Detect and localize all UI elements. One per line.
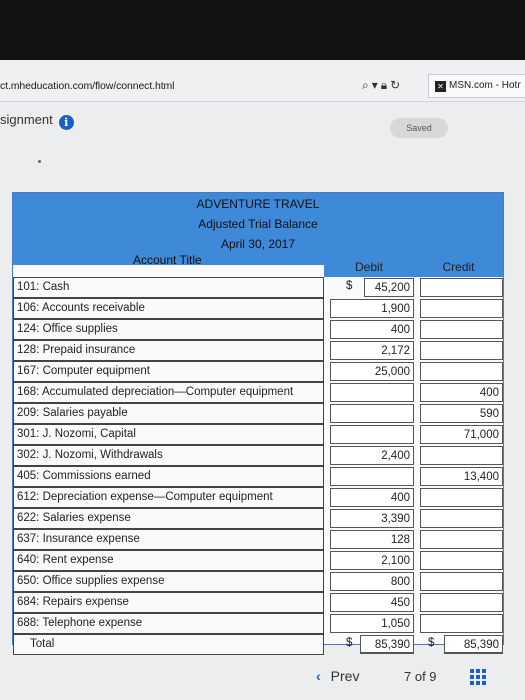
debit-cell [324,382,414,403]
saved-status-badge: Saved [390,118,448,138]
page-indicator: 7 of 9 [404,669,437,684]
lock-icon: 🔒︎ [380,78,388,92]
currency-sign: $ [428,637,435,649]
table-row [13,340,503,361]
debit-input[interactable]: 3,390 [330,509,414,528]
debit-cell [324,466,414,487]
debit-input[interactable]: 1,050 [330,614,414,633]
account-cell[interactable]: 688: Telephone expense [13,613,324,634]
bullet-dot [38,160,41,163]
account-cell[interactable]: 167: Computer equipment [13,361,324,382]
currency-sign: $ [346,637,353,649]
credit-cell [414,445,503,466]
browser-tab-msn[interactable] [428,74,525,98]
debit-input[interactable]: 25,000 [330,362,414,381]
account-cell[interactable]: 209: Salaries payable [13,403,324,424]
pagination [300,662,500,692]
table-row [13,571,503,592]
debit-cell [324,319,414,340]
table-row [13,592,503,613]
debit-cell [324,361,414,382]
debit-cell [324,277,414,298]
account-cell[interactable]: 405: Commissions earned [13,466,324,487]
credit-cell [414,613,503,634]
table-row [13,424,503,445]
table-row [13,403,503,424]
credit-input[interactable]: 400 [420,383,503,402]
credit-cell [414,466,503,487]
msn-icon: ✕ [435,81,446,92]
grid-menu-icon[interactable] [470,669,486,685]
assignment-label: signment [0,112,53,127]
account-cell[interactable]: 301: J. Nozomi, Capital [13,424,324,445]
credit-input[interactable] [420,572,503,591]
table-row [13,277,503,298]
credit-input[interactable] [420,320,503,339]
account-cell[interactable]: 124: Office supplies [13,319,324,340]
debit-cell [324,298,414,319]
total-debit-input[interactable]: 85,390 [360,635,414,654]
total-credit-input[interactable]: 85,390 [444,635,503,654]
credit-cell [414,529,503,550]
total-label: Total [13,634,324,655]
debit-input[interactable]: 400 [330,320,414,339]
credit-input[interactable] [420,299,503,318]
credit-input[interactable] [420,362,503,381]
debit-input[interactable] [330,404,414,423]
credit-input[interactable] [420,488,503,507]
address-bar-icons [362,78,403,93]
table-row [13,613,503,634]
credit-cell [414,382,503,403]
debit-cell [324,487,414,508]
account-title-header: Account Title [133,253,202,267]
credit-cell [414,361,503,382]
credit-input[interactable] [420,509,503,528]
debit-input[interactable] [330,425,414,444]
chevron-left-icon: ‹ [316,668,321,684]
credit-input[interactable] [420,614,503,633]
account-cell[interactable]: 101: Cash [13,277,324,298]
info-icon[interactable]: i [59,115,74,130]
debit-cell [324,445,414,466]
debit-input[interactable]: 450 [330,593,414,612]
credit-cell [414,508,503,529]
debit-input[interactable]: 400 [330,488,414,507]
assignment-heading [0,112,74,130]
debit-input[interactable]: 128 [330,530,414,549]
credit-cell [414,319,503,340]
credit-input[interactable] [420,530,503,549]
account-cell[interactable]: 128: Prepaid insurance [13,340,324,361]
credit-cell [414,550,503,571]
table-row [13,508,503,529]
debit-cell [324,424,414,445]
prev-button[interactable] [316,668,359,684]
credit-input[interactable] [420,278,503,297]
table-row [13,319,503,340]
debit-cell [324,529,414,550]
credit-cell [414,340,503,361]
account-cell[interactable]: 168: Accumulated depreciation—Computer equipment [13,382,324,403]
credit-cell [414,298,503,319]
debit-input[interactable]: 2,400 [330,446,414,465]
debit-cell [324,550,414,571]
tab-label: MSN.com - Hotr [449,80,521,91]
account-cell[interactable]: 640: Rent expense [13,550,324,571]
account-cell[interactable]: 612: Depreciation expense—Computer equipment [13,487,324,508]
table-row [13,466,503,487]
account-cell[interactable]: 637: Insurance expense [13,529,324,550]
account-cell[interactable]: 302: J. Nozomi, Withdrawals [13,445,324,466]
statement-title: Adjusted Trial Balance [198,217,318,231]
search-icon[interactable]: ⌕ [362,78,369,92]
refresh-icon[interactable]: ↻ [390,78,401,92]
credit-input[interactable] [420,446,503,465]
account-cell[interactable]: 622: Salaries expense [13,508,324,529]
credit-input[interactable] [420,551,503,570]
credit-input[interactable]: 71,000 [420,425,503,444]
debit-input[interactable] [330,383,414,402]
credit-input[interactable]: 590 [420,404,503,423]
credit-cell [414,277,503,298]
total-row [13,634,503,655]
browser-address-bar [0,60,525,102]
account-cell[interactable]: 684: Repairs expense [13,592,324,613]
credit-cell [414,424,503,445]
statement-date: April 30, 2017 [220,237,296,251]
page-content [0,102,525,700]
table-row [13,298,503,319]
debit-input[interactable]: 800 [330,572,414,591]
credit-cell [414,403,503,424]
table-row [13,445,503,466]
credit-cell [414,592,503,613]
debit-cell [324,403,414,424]
debit-cell [324,592,414,613]
table-header [13,193,503,257]
account-cell[interactable]: 106: Accounts receivable [13,298,324,319]
account-cell[interactable]: 650: Office supplies expense [13,571,324,592]
prev-label: Prev [330,668,360,684]
company-name: ADVENTURE TRAVEL [196,197,320,211]
device-bezel [0,0,525,60]
credit-input[interactable]: 13,400 [420,467,503,486]
credit-cell [414,571,503,592]
credit-input[interactable] [420,341,503,360]
credit-header: Credit [414,257,503,277]
debit-input[interactable]: 2,172 [330,341,414,360]
debit-cell [324,613,414,634]
debit-input[interactable]: 2,100 [330,551,414,570]
total-credit-cell [414,634,503,655]
currency-sign: $ [346,280,353,292]
credit-cell [414,487,503,508]
debit-cell [324,508,414,529]
debit-header: Debit [324,257,414,277]
debit-input[interactable]: 45,200 [364,278,414,297]
debit-cell [324,340,414,361]
debit-input[interactable]: 1,900 [330,299,414,318]
table-row [13,529,503,550]
debit-input[interactable] [330,467,414,486]
table-row [13,361,503,382]
total-debit-cell [324,634,414,655]
table-row [13,382,503,403]
dropdown-icon[interactable]: ▾ [371,78,378,92]
debit-cell [324,571,414,592]
trial-balance-table [12,192,504,651]
table-row [13,550,503,571]
table-row [13,487,503,508]
url-text[interactable]: ct.mheducation.com/flow/connect.html [0,80,175,92]
credit-input[interactable] [420,593,503,612]
